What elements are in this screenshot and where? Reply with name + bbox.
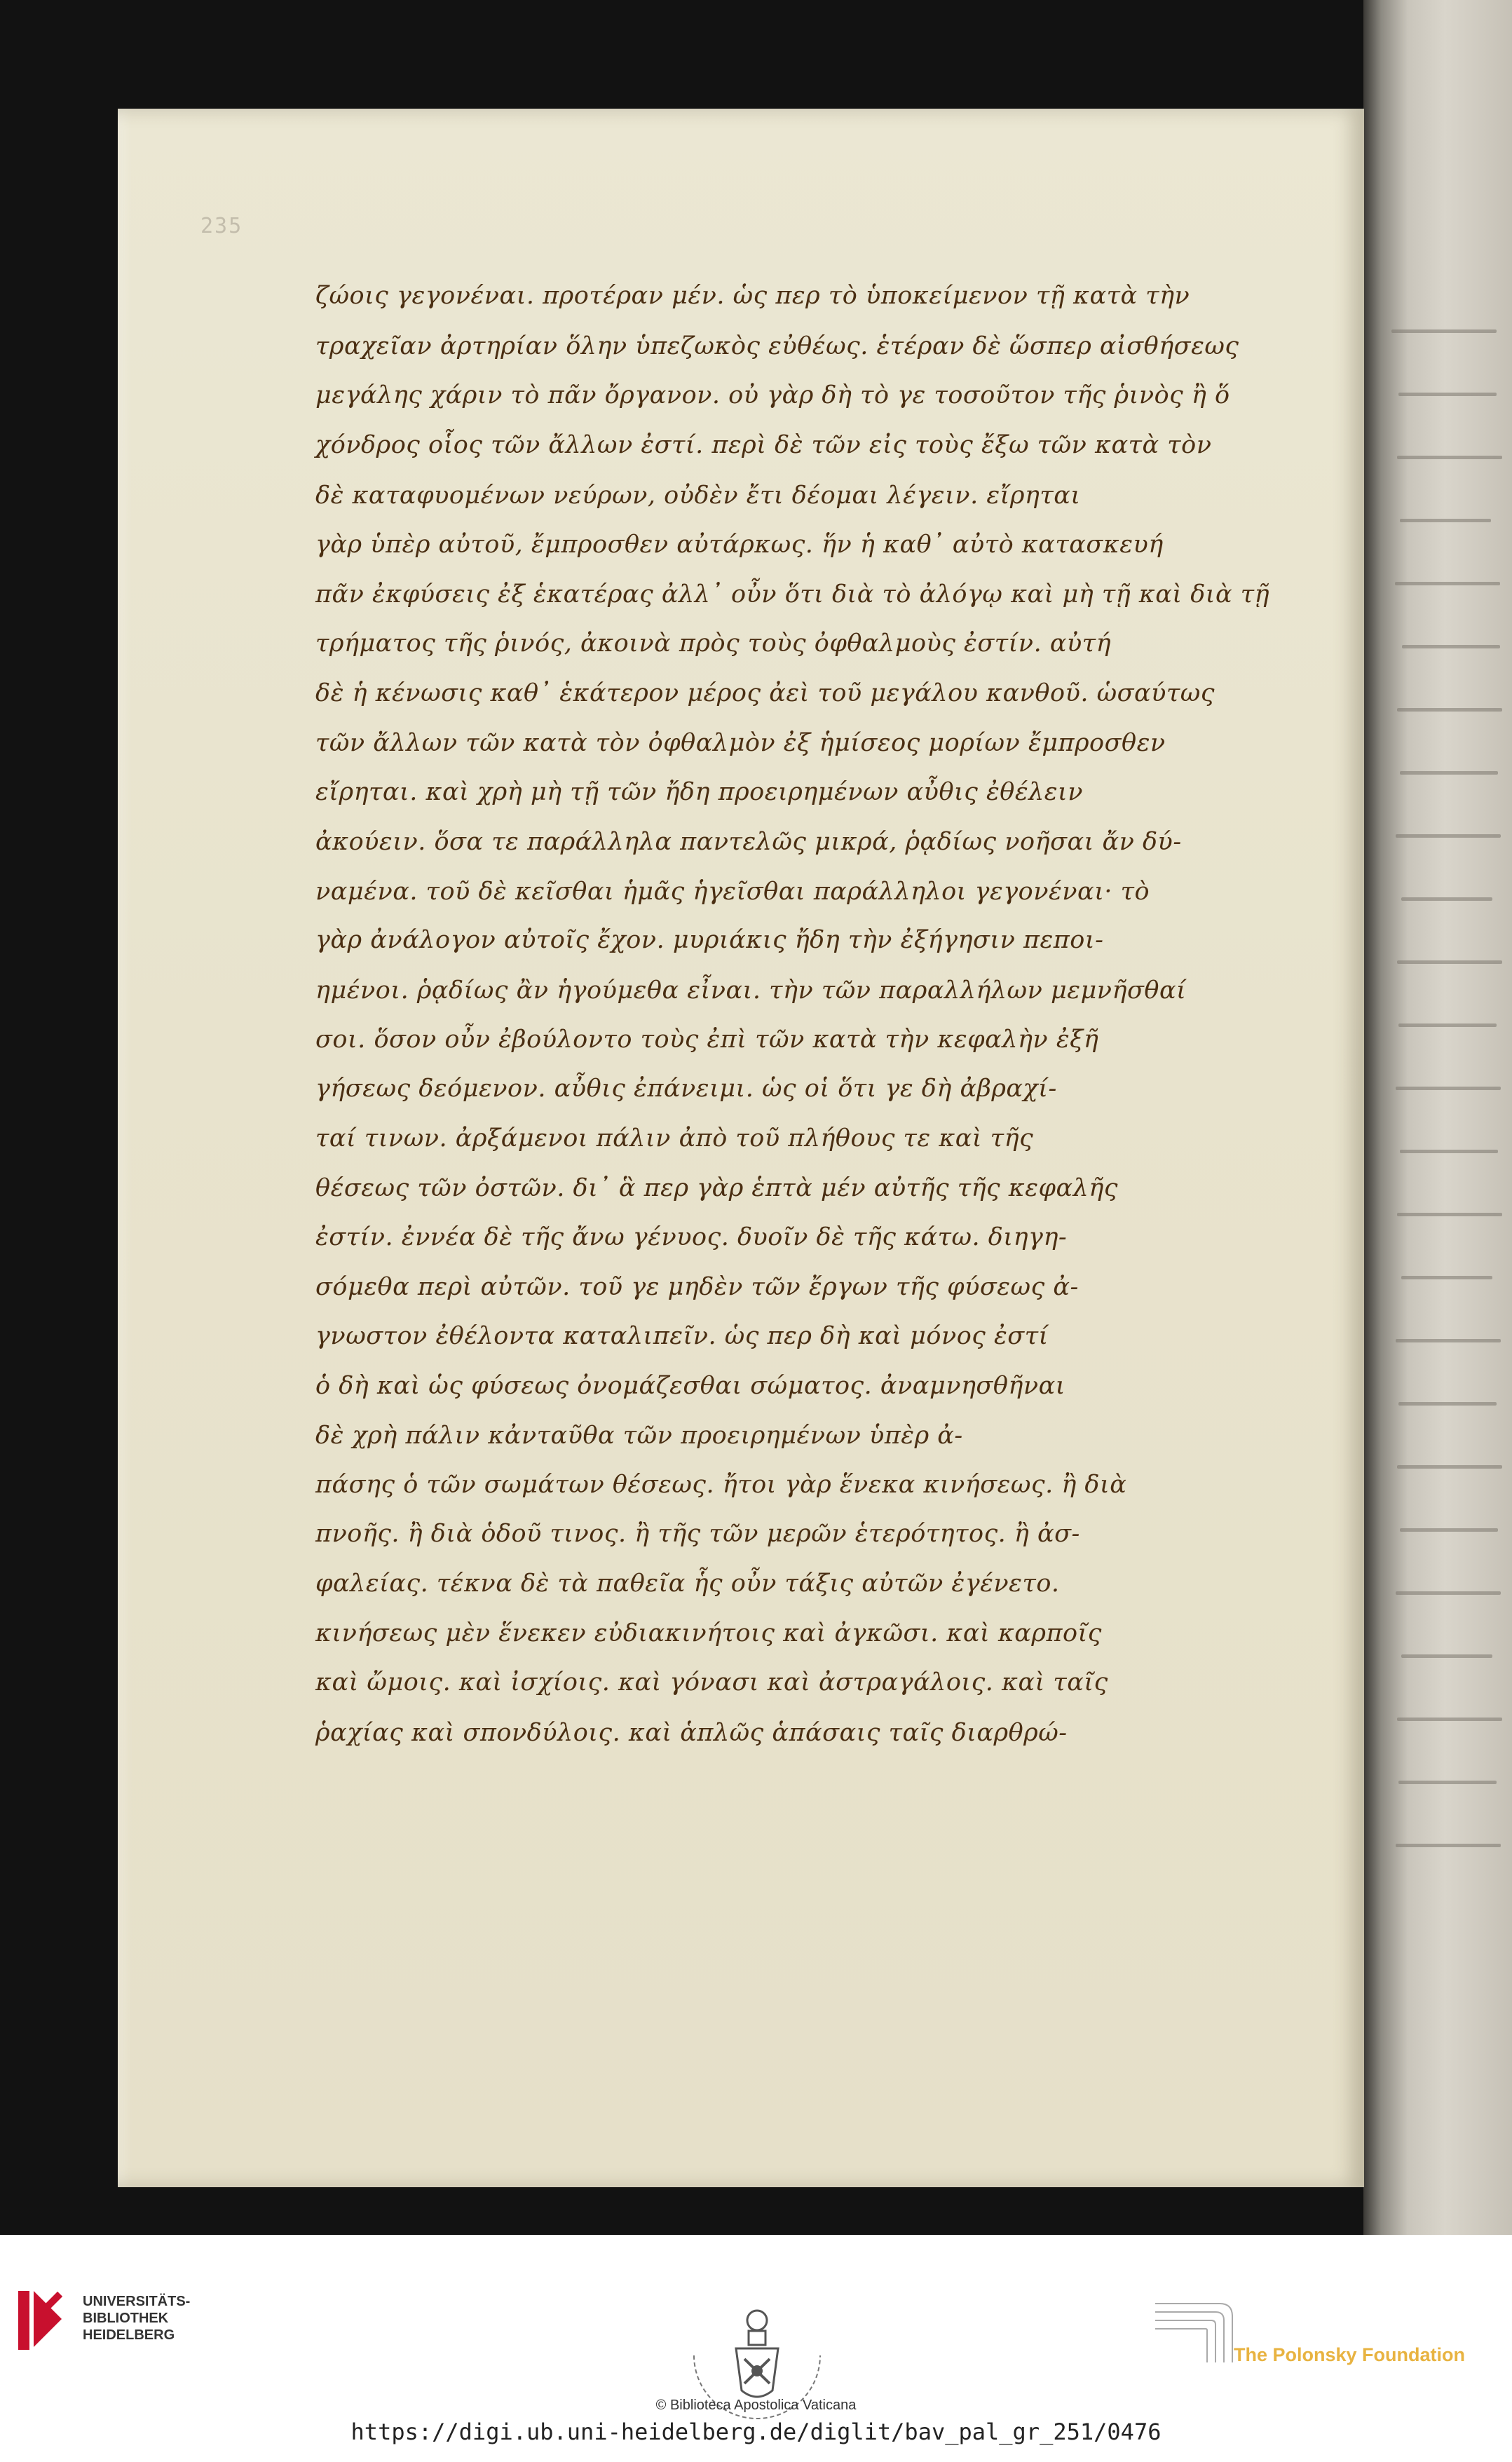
text-line: κινήσεως μὲν ἕνεκεν εὐδιακινήτοις καὶ ἀγκῶσι. καὶ καρποῖς bbox=[315, 1619, 1102, 1647]
text-line: φαλείας. τέκνα δὲ τὰ παθεῖα ἧς οὖν τάξις αὐτῶν ἐγένετο. bbox=[315, 1570, 1060, 1598]
page-number: 235 bbox=[200, 214, 243, 238]
text-line: δὲ χρὴ πάλιν κἀνταῦθα τῶν προειρημένων ὑπὲρ ἀ- bbox=[315, 1422, 963, 1450]
text-line: γνωστον ἐθέλοντα καταλιπεῖν. ὡς περ δὴ καὶ μόνος ἐστί bbox=[315, 1322, 1049, 1350]
university-library-logo-icon[interactable] bbox=[15, 2288, 70, 2353]
sponsor-name[interactable]: The Polonsky Foundation bbox=[1234, 2344, 1465, 2365]
text-line: γήσεως δεόμενον. αὖθις ἐπάνειμι. ὡς οἱ ὅτι γε δὴ ἀβραχί- bbox=[315, 1075, 1057, 1103]
text-line: σόμεθα περὶ αὐτῶν. τοῦ γε μηδὲν τῶν ἔργων τῆς φύσεως ἀ- bbox=[315, 1273, 1079, 1301]
text-line: σοι. ὅσον οὖν ἐβούλοντο τοὺς ἐπὶ τῶν κατὰ τὴν κεφαλὴν ἐξῆ bbox=[315, 1026, 1099, 1054]
text-line: πνοῆς. ἢ διὰ ὁδοῦ τινος. ἢ τῆς τῶν μερῶν ἑτερότητος. ἢ ἀσ- bbox=[315, 1520, 1080, 1548]
page-url[interactable]: https://digi.ub.uni-heidelberg.de/diglit/bav_pal_gr_251/0476 bbox=[350, 2419, 1162, 2445]
text-line: χόνδρος οἷος τῶν ἄλλων ἐστί. περὶ δὲ τῶν εἰς τοὺς ἔξω τῶν κατὰ τὸν bbox=[315, 431, 1212, 459]
text-line: γὰρ ἀνάλογον αὐτοῖς ἔχον. μυριάκις ἤδη τὴν ἐξήγησιν πεποι- bbox=[315, 926, 1104, 954]
text-line: τρήματος τῆς ῥινός, ἀκοινὰ πρὸς τοὺς ὀφθαλμοὺς ἐστίν. αὐτή bbox=[315, 630, 1112, 658]
text-line: ταί τινων. ἀρξάμενοι πάλιν ἀπὸ τοῦ πλήθους τε καὶ τῆς bbox=[315, 1124, 1034, 1152]
text-line: δὲ καταφυομένων νεύρων, οὐδὲν ἔτι δέομαι λέγειν. εἴρηται bbox=[315, 482, 1081, 510]
text-line: εἴρηται. καὶ χρὴ μὴ τῇ τῶν ἤδη προειρημένων αὖθις ἐθέλειν bbox=[315, 778, 1084, 806]
text-line: καὶ ὤμοις. καὶ ἰσχίοις. καὶ γόνασι καὶ ἀστραγάλοις. καὶ ταῖς bbox=[315, 1668, 1108, 1696]
library-name[interactable] bbox=[83, 2293, 190, 2344]
facing-page-edge bbox=[1363, 0, 1512, 2235]
library-name-line: UNIVERSITÄTS- bbox=[83, 2294, 191, 2309]
text-line: μεγάλης χάριν τὸ πᾶν ὄργανον. οὐ γὰρ δὴ τὸ γε τοσοῦτον τῆς ῥινὸς ἢ ὅ bbox=[315, 381, 1230, 409]
library-name-line: BIBLIOTHEK bbox=[83, 2311, 169, 2326]
polonsky-foundation-logo-icon[interactable] bbox=[1150, 2290, 1241, 2374]
text-line: πάσης ὁ τῶν σωμάτων θέσεως. ἤτοι γὰρ ἕνεκα κινήσεως. ἢ διὰ bbox=[315, 1471, 1127, 1499]
viewer-footer bbox=[0, 2235, 1512, 2462]
library-name-line: HEIDELBERG bbox=[83, 2327, 175, 2343]
text-line: πᾶν ἐκφύσεις ἐξ ἑκατέρας ἀλλ᾽ οὖν ὅτι διὰ τὸ ἀλόγῳ καὶ μὴ τῇ καὶ διὰ τῇ bbox=[315, 580, 1270, 608]
text-line: ἐστίν. ἐννέα δὲ τῆς ἄνω γένυος. δυοῖν δὲ τῆς κάτω. διηγη- bbox=[315, 1223, 1068, 1251]
text-line: ῥαχίας καὶ σπονδύλοις. καὶ ἁπλῶς ἁπάσαις ταῖς διαρθρώ- bbox=[315, 1719, 1068, 1747]
copyright-credit: © Biblioteca Apostolica Vaticana bbox=[655, 2398, 857, 2413]
text-line: γὰρ ὑπὲρ αὐτοῦ, ἔμπροσθεν αὐτάρκως. ἥν ἡ καθ᾽ αὐτὸ κατασκευή bbox=[315, 531, 1164, 559]
text-line: ημένοι. ῥᾳδίως ἂν ἡγούμεθα εἶναι. τὴν τῶν παραλλήλων μεμνῆσθαί bbox=[315, 977, 1187, 1005]
text-line: τῶν ἄλλων τῶν κατὰ τὸν ὀφθαλμὸν ἐξ ἡμίσεος μορίων ἔμπροσθεν bbox=[315, 729, 1166, 757]
text-line: τραχεῖαν ἀρτηρίαν ὅλην ὑπεζωκὸς εὐθέως. ἑτέραν δὲ ὥσπερ αἰσθήσεως bbox=[315, 332, 1239, 360]
text-line: ναμένα. τοῦ δὲ κεῖσθαι ἡμᾶς ἡγεῖσθαι παράλληλοι γεγονέναι· τὸ bbox=[315, 878, 1150, 906]
text-line: θέσεως τῶν ὀστῶν. δι᾽ ἃ περ γὰρ ἑπτὰ μέν αὐτῆς τῆς κεφαλῆς bbox=[315, 1174, 1118, 1202]
text-line: ζώοις γεγονέναι. προτέραν μέν. ὡς περ τὸ ὑποκείμενον τῇ κατὰ τὴν bbox=[315, 282, 1190, 310]
text-line: ὁ δὴ καὶ ὡς φύσεως ὀνομάζεσθαι σώματος. ἀναμνησθῆναι bbox=[315, 1372, 1066, 1400]
text-line: ἀκούειν. ὅσα τε παράλληλα παντελῶς μικρά, ῥᾳδίως νοῆσαι ἄν δύ- bbox=[315, 828, 1182, 856]
text-line: δὲ ἡ κένωσις καθ᾽ ἑκάτερον μέρος ἀεὶ τοῦ μεγάλου κανθοῦ. ὡσαύτως bbox=[315, 679, 1215, 707]
